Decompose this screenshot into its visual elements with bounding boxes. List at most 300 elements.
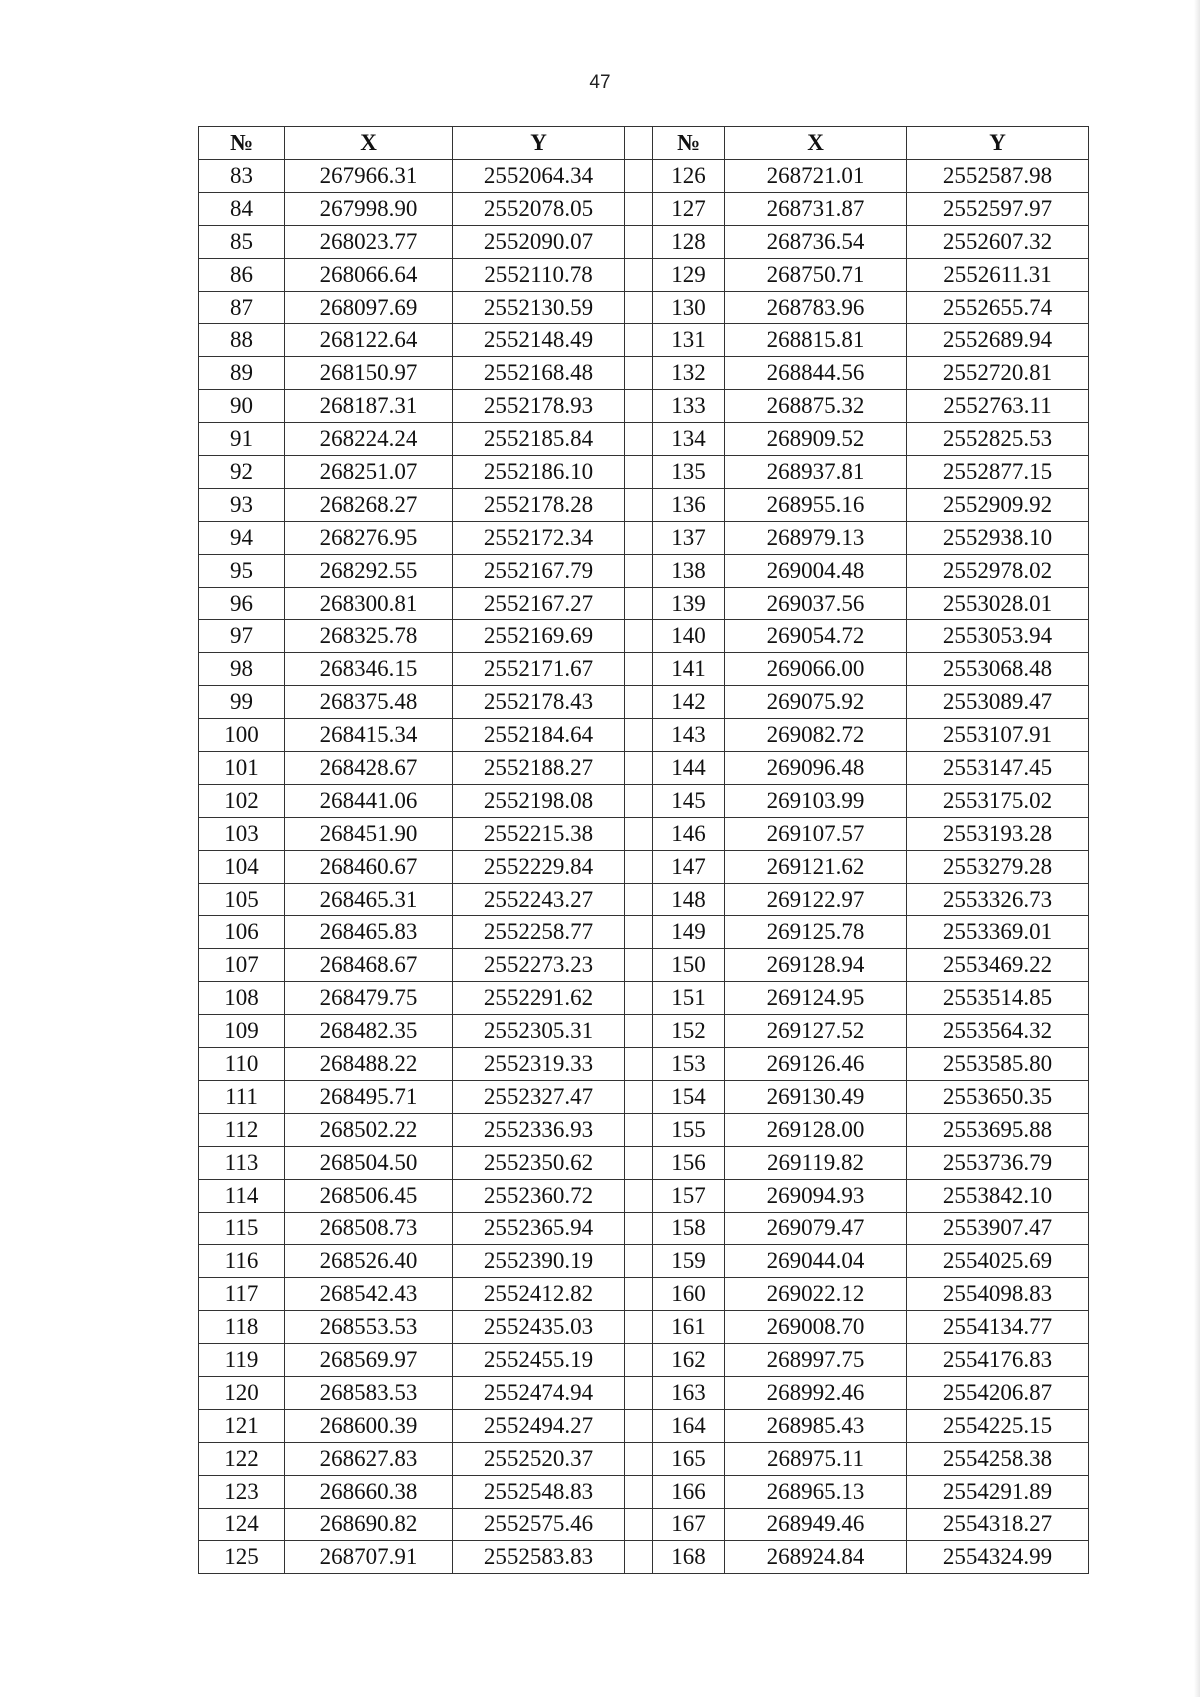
column-gap [625, 1212, 653, 1245]
point-number-left: 88 [199, 324, 285, 357]
x-coordinate-left: 268428.67 [285, 752, 453, 785]
point-number-right: 141 [653, 653, 725, 686]
point-number-left: 120 [199, 1376, 285, 1409]
y-coordinate-left: 2552520.37 [453, 1442, 625, 1475]
point-number-right: 152 [653, 1015, 725, 1048]
column-gap [625, 488, 653, 521]
table-row [199, 390, 1089, 423]
point-number-right: 148 [653, 883, 725, 916]
y-coordinate-right: 2552689.94 [907, 324, 1089, 357]
coordinates-table [198, 126, 1089, 1574]
table-row [199, 456, 1089, 489]
column-gap [625, 817, 653, 850]
table-row [199, 192, 1089, 225]
point-number-right: 126 [653, 160, 725, 193]
point-number-left: 96 [199, 587, 285, 620]
y-coordinate-right: 2554258.38 [907, 1442, 1089, 1475]
y-coordinate-left: 2552350.62 [453, 1146, 625, 1179]
point-number-left: 109 [199, 1015, 285, 1048]
y-coordinate-left: 2552474.94 [453, 1376, 625, 1409]
column-gap [625, 883, 653, 916]
y-coordinate-left: 2552110.78 [453, 258, 625, 291]
x-coordinate-right: 268985.43 [725, 1409, 907, 1442]
column-gap [625, 686, 653, 719]
y-coordinate-left: 2552167.79 [453, 554, 625, 587]
y-coordinate-right: 2553514.85 [907, 982, 1089, 1015]
column-gap [625, 1113, 653, 1146]
column-gap [625, 258, 653, 291]
y-coordinate-left: 2552327.47 [453, 1080, 625, 1113]
x-coordinate-right: 268783.96 [725, 291, 907, 324]
column-gap [625, 456, 653, 489]
table-row [199, 423, 1089, 456]
point-number-left: 105 [199, 883, 285, 916]
y-coordinate-left: 2552494.27 [453, 1409, 625, 1442]
y-coordinate-left: 2552178.93 [453, 390, 625, 423]
column-gap [625, 752, 653, 785]
x-coordinate-left: 268023.77 [285, 225, 453, 258]
point-number-left: 83 [199, 160, 285, 193]
table-row [199, 1442, 1089, 1475]
x-coordinate-left: 267966.31 [285, 160, 453, 193]
x-coordinate-right: 268750.71 [725, 258, 907, 291]
column-gap [625, 620, 653, 653]
y-coordinate-left: 2552575.46 [453, 1508, 625, 1541]
point-number-right: 163 [653, 1376, 725, 1409]
point-number-left: 123 [199, 1475, 285, 1508]
x-coordinate-left: 268122.64 [285, 324, 453, 357]
x-coordinate-left: 268150.97 [285, 357, 453, 390]
column-gap [625, 554, 653, 587]
table-header-row [199, 127, 1089, 160]
column-gap [625, 192, 653, 225]
table-row [199, 488, 1089, 521]
point-number-left: 118 [199, 1311, 285, 1344]
page-number: 47 [589, 72, 611, 93]
point-number-left: 92 [199, 456, 285, 489]
y-coordinate-right: 2553279.28 [907, 850, 1089, 883]
x-coordinate-right: 269103.99 [725, 784, 907, 817]
y-coordinate-left: 2552215.38 [453, 817, 625, 850]
x-coordinate-right: 269128.00 [725, 1113, 907, 1146]
header-y-left: Y [453, 127, 625, 160]
point-number-right: 136 [653, 488, 725, 521]
table-row [199, 1245, 1089, 1278]
table-row [199, 982, 1089, 1015]
y-coordinate-left: 2552172.34 [453, 521, 625, 554]
x-coordinate-right: 269008.70 [725, 1311, 907, 1344]
column-gap [625, 949, 653, 982]
column-gap [625, 1311, 653, 1344]
x-coordinate-left: 268066.64 [285, 258, 453, 291]
point-number-left: 91 [199, 423, 285, 456]
table-row [199, 784, 1089, 817]
column-gap [625, 324, 653, 357]
column-gap [625, 1409, 653, 1442]
point-number-left: 124 [199, 1508, 285, 1541]
point-number-left: 119 [199, 1344, 285, 1377]
point-number-left: 100 [199, 719, 285, 752]
column-gap [625, 1376, 653, 1409]
table-row [199, 258, 1089, 291]
y-coordinate-left: 2552169.69 [453, 620, 625, 653]
header-num-left: № [199, 127, 285, 160]
x-coordinate-left: 268276.95 [285, 521, 453, 554]
y-coordinate-left: 2552548.83 [453, 1475, 625, 1508]
point-number-right: 147 [653, 850, 725, 883]
point-number-right: 134 [653, 423, 725, 456]
y-coordinate-left: 2552455.19 [453, 1344, 625, 1377]
table-body [199, 160, 1089, 1574]
x-coordinate-right: 268815.81 [725, 324, 907, 357]
x-coordinate-right: 269121.62 [725, 850, 907, 883]
x-coordinate-right: 268955.16 [725, 488, 907, 521]
y-coordinate-left: 2552171.67 [453, 653, 625, 686]
table-row [199, 1278, 1089, 1311]
x-coordinate-left: 268451.90 [285, 817, 453, 850]
point-number-right: 149 [653, 916, 725, 949]
point-number-left: 125 [199, 1541, 285, 1574]
point-number-left: 99 [199, 686, 285, 719]
x-coordinate-right: 268949.46 [725, 1508, 907, 1541]
point-number-left: 95 [199, 554, 285, 587]
x-coordinate-right: 268875.32 [725, 390, 907, 423]
x-coordinate-left: 268346.15 [285, 653, 453, 686]
x-coordinate-right: 269122.97 [725, 883, 907, 916]
table-row [199, 949, 1089, 982]
y-coordinate-right: 2554318.27 [907, 1508, 1089, 1541]
x-coordinate-right: 269096.48 [725, 752, 907, 785]
point-number-right: 132 [653, 357, 725, 390]
table-row [199, 1541, 1089, 1574]
table-row [199, 1409, 1089, 1442]
point-number-left: 107 [199, 949, 285, 982]
y-coordinate-left: 2552390.19 [453, 1245, 625, 1278]
point-number-left: 110 [199, 1048, 285, 1081]
column-gap [625, 357, 653, 390]
point-number-left: 114 [199, 1179, 285, 1212]
x-coordinate-right: 269022.12 [725, 1278, 907, 1311]
table-row [199, 1344, 1089, 1377]
column-gap [625, 521, 653, 554]
point-number-left: 94 [199, 521, 285, 554]
point-number-right: 144 [653, 752, 725, 785]
point-number-left: 108 [199, 982, 285, 1015]
y-coordinate-right: 2553736.79 [907, 1146, 1089, 1179]
point-number-right: 127 [653, 192, 725, 225]
table-row [199, 817, 1089, 850]
y-coordinate-right: 2552655.74 [907, 291, 1089, 324]
column-gap [625, 982, 653, 1015]
column-gap [625, 1048, 653, 1081]
y-coordinate-right: 2553068.48 [907, 653, 1089, 686]
point-number-right: 143 [653, 719, 725, 752]
y-coordinate-right: 2552978.02 [907, 554, 1089, 587]
x-coordinate-right: 269037.56 [725, 587, 907, 620]
y-coordinate-left: 2552305.31 [453, 1015, 625, 1048]
y-coordinate-left: 2552184.64 [453, 719, 625, 752]
point-number-right: 156 [653, 1146, 725, 1179]
point-number-left: 112 [199, 1113, 285, 1146]
y-coordinate-right: 2552720.81 [907, 357, 1089, 390]
column-gap [625, 1344, 653, 1377]
column-gap [625, 1080, 653, 1113]
table-row [199, 160, 1089, 193]
point-number-right: 158 [653, 1212, 725, 1245]
x-coordinate-right: 269082.72 [725, 719, 907, 752]
point-number-right: 167 [653, 1508, 725, 1541]
x-coordinate-right: 268997.75 [725, 1344, 907, 1377]
y-coordinate-right: 2554025.69 [907, 1245, 1089, 1278]
point-number-left: 101 [199, 752, 285, 785]
x-coordinate-right: 268924.84 [725, 1541, 907, 1574]
y-coordinate-left: 2552090.07 [453, 225, 625, 258]
point-number-right: 142 [653, 686, 725, 719]
x-coordinate-left: 268660.38 [285, 1475, 453, 1508]
x-coordinate-left: 268468.67 [285, 949, 453, 982]
point-number-right: 137 [653, 521, 725, 554]
x-coordinate-left: 268224.24 [285, 423, 453, 456]
y-coordinate-right: 2552763.11 [907, 390, 1089, 423]
table-row [199, 225, 1089, 258]
y-coordinate-right: 2553053.94 [907, 620, 1089, 653]
x-coordinate-left: 268542.43 [285, 1278, 453, 1311]
column-gap [625, 1541, 653, 1574]
y-coordinate-right: 2553193.28 [907, 817, 1089, 850]
column-gap [625, 916, 653, 949]
y-coordinate-left: 2552258.77 [453, 916, 625, 949]
column-gap [625, 225, 653, 258]
x-coordinate-right: 268992.46 [725, 1376, 907, 1409]
x-coordinate-right: 269094.93 [725, 1179, 907, 1212]
x-coordinate-right: 268937.81 [725, 456, 907, 489]
x-coordinate-right: 268979.13 [725, 521, 907, 554]
x-coordinate-right: 268731.87 [725, 192, 907, 225]
x-coordinate-right: 268965.13 [725, 1475, 907, 1508]
column-gap [625, 1179, 653, 1212]
column-gap [625, 1245, 653, 1278]
point-number-left: 104 [199, 850, 285, 883]
header-x-right: X [725, 127, 907, 160]
x-coordinate-left: 268502.22 [285, 1113, 453, 1146]
table-row [199, 324, 1089, 357]
x-coordinate-left: 268504.50 [285, 1146, 453, 1179]
y-coordinate-left: 2552168.48 [453, 357, 625, 390]
x-coordinate-left: 268251.07 [285, 456, 453, 489]
y-coordinate-right: 2554291.89 [907, 1475, 1089, 1508]
point-number-right: 146 [653, 817, 725, 850]
y-coordinate-right: 2553650.35 [907, 1080, 1089, 1113]
table-row [199, 883, 1089, 916]
column-gap [625, 390, 653, 423]
column-gap [625, 1442, 653, 1475]
point-number-right: 153 [653, 1048, 725, 1081]
y-coordinate-left: 2552435.03 [453, 1311, 625, 1344]
y-coordinate-right: 2553369.01 [907, 916, 1089, 949]
point-number-left: 87 [199, 291, 285, 324]
x-coordinate-left: 268375.48 [285, 686, 453, 719]
x-coordinate-right: 269124.95 [725, 982, 907, 1015]
table-row [199, 1048, 1089, 1081]
y-coordinate-left: 2552064.34 [453, 160, 625, 193]
y-coordinate-right: 2552909.92 [907, 488, 1089, 521]
y-coordinate-right: 2552597.97 [907, 192, 1089, 225]
point-number-left: 102 [199, 784, 285, 817]
y-coordinate-right: 2553469.22 [907, 949, 1089, 982]
x-coordinate-right: 268909.52 [725, 423, 907, 456]
x-coordinate-right: 269075.92 [725, 686, 907, 719]
column-gap [625, 850, 653, 883]
column-gap [625, 1475, 653, 1508]
x-coordinate-left: 268460.67 [285, 850, 453, 883]
x-coordinate-right: 268721.01 [725, 160, 907, 193]
x-coordinate-right: 269066.00 [725, 653, 907, 686]
header-num-right: № [653, 127, 725, 160]
point-number-left: 111 [199, 1080, 285, 1113]
table-row [199, 1311, 1089, 1344]
x-coordinate-left: 268415.34 [285, 719, 453, 752]
point-number-right: 145 [653, 784, 725, 817]
point-number-left: 115 [199, 1212, 285, 1245]
table-row [199, 1146, 1089, 1179]
column-gap [625, 291, 653, 324]
y-coordinate-right: 2552611.31 [907, 258, 1089, 291]
table-row [199, 554, 1089, 587]
x-coordinate-left: 268482.35 [285, 1015, 453, 1048]
y-coordinate-left: 2552188.27 [453, 752, 625, 785]
x-coordinate-right: 268844.56 [725, 357, 907, 390]
point-number-left: 89 [199, 357, 285, 390]
y-coordinate-right: 2554225.15 [907, 1409, 1089, 1442]
x-coordinate-left: 268479.75 [285, 982, 453, 1015]
column-gap [625, 127, 653, 160]
point-number-right: 130 [653, 291, 725, 324]
table-row [199, 1376, 1089, 1409]
x-coordinate-right: 269126.46 [725, 1048, 907, 1081]
y-coordinate-left: 2552148.49 [453, 324, 625, 357]
point-number-right: 165 [653, 1442, 725, 1475]
table-row [199, 1113, 1089, 1146]
column-gap [625, 1015, 653, 1048]
x-coordinate-left: 268526.40 [285, 1245, 453, 1278]
y-coordinate-left: 2552583.83 [453, 1541, 625, 1574]
table-row [199, 521, 1089, 554]
y-coordinate-left: 2552178.28 [453, 488, 625, 521]
point-number-right: 162 [653, 1344, 725, 1377]
y-coordinate-left: 2552273.23 [453, 949, 625, 982]
y-coordinate-right: 2553907.47 [907, 1212, 1089, 1245]
y-coordinate-left: 2552319.33 [453, 1048, 625, 1081]
y-coordinate-right: 2553089.47 [907, 686, 1089, 719]
y-coordinate-right: 2554206.87 [907, 1376, 1089, 1409]
table-row [199, 1508, 1089, 1541]
x-coordinate-right: 269054.72 [725, 620, 907, 653]
y-coordinate-left: 2552412.82 [453, 1278, 625, 1311]
y-coordinate-right: 2554098.83 [907, 1278, 1089, 1311]
y-coordinate-right: 2553175.02 [907, 784, 1089, 817]
y-coordinate-right: 2553842.10 [907, 1179, 1089, 1212]
header-x-left: X [285, 127, 453, 160]
x-coordinate-left: 268325.78 [285, 620, 453, 653]
x-coordinate-left: 268187.31 [285, 390, 453, 423]
x-coordinate-left: 268553.53 [285, 1311, 453, 1344]
header-y-right: Y [907, 127, 1089, 160]
y-coordinate-left: 2552078.05 [453, 192, 625, 225]
y-coordinate-right: 2553326.73 [907, 883, 1089, 916]
table-row [199, 653, 1089, 686]
table-row [199, 357, 1089, 390]
point-number-left: 117 [199, 1278, 285, 1311]
x-coordinate-left: 268506.45 [285, 1179, 453, 1212]
y-coordinate-right: 2552587.98 [907, 160, 1089, 193]
table-row [199, 620, 1089, 653]
point-number-right: 161 [653, 1311, 725, 1344]
point-number-left: 97 [199, 620, 285, 653]
point-number-right: 168 [653, 1541, 725, 1574]
y-coordinate-right: 2552877.15 [907, 456, 1089, 489]
x-coordinate-left: 268600.39 [285, 1409, 453, 1442]
y-coordinate-left: 2552336.93 [453, 1113, 625, 1146]
column-gap [625, 653, 653, 686]
point-number-left: 103 [199, 817, 285, 850]
x-coordinate-right: 268736.54 [725, 225, 907, 258]
point-number-left: 85 [199, 225, 285, 258]
y-coordinate-right: 2552938.10 [907, 521, 1089, 554]
y-coordinate-left: 2552185.84 [453, 423, 625, 456]
table-row [199, 916, 1089, 949]
point-number-left: 121 [199, 1409, 285, 1442]
table-row [199, 1212, 1089, 1245]
x-coordinate-right: 269119.82 [725, 1146, 907, 1179]
table-row [199, 850, 1089, 883]
y-coordinate-left: 2552229.84 [453, 850, 625, 883]
point-number-right: 131 [653, 324, 725, 357]
table-row [199, 291, 1089, 324]
point-number-right: 138 [653, 554, 725, 587]
x-coordinate-right: 269004.48 [725, 554, 907, 587]
x-coordinate-left: 268508.73 [285, 1212, 453, 1245]
y-coordinate-right: 2552825.53 [907, 423, 1089, 456]
column-gap [625, 423, 653, 456]
point-number-right: 151 [653, 982, 725, 1015]
point-number-right: 140 [653, 620, 725, 653]
y-coordinate-right: 2553028.01 [907, 587, 1089, 620]
y-coordinate-left: 2552243.27 [453, 883, 625, 916]
x-coordinate-right: 268975.11 [725, 1442, 907, 1475]
column-gap [625, 1508, 653, 1541]
point-number-left: 122 [199, 1442, 285, 1475]
y-coordinate-right: 2553585.80 [907, 1048, 1089, 1081]
point-number-left: 98 [199, 653, 285, 686]
point-number-right: 155 [653, 1113, 725, 1146]
point-number-right: 139 [653, 587, 725, 620]
x-coordinate-left: 268441.06 [285, 784, 453, 817]
x-coordinate-left: 268097.69 [285, 291, 453, 324]
x-coordinate-left: 268707.91 [285, 1541, 453, 1574]
y-coordinate-left: 2552130.59 [453, 291, 625, 324]
x-coordinate-right: 269127.52 [725, 1015, 907, 1048]
y-coordinate-left: 2552291.62 [453, 982, 625, 1015]
x-coordinate-right: 269079.47 [725, 1212, 907, 1245]
table-row [199, 587, 1089, 620]
point-number-left: 90 [199, 390, 285, 423]
column-gap [625, 587, 653, 620]
y-coordinate-right: 2553107.91 [907, 719, 1089, 752]
y-coordinate-left: 2552360.72 [453, 1179, 625, 1212]
y-coordinate-right: 2552607.32 [907, 225, 1089, 258]
x-coordinate-left: 268627.83 [285, 1442, 453, 1475]
x-coordinate-left: 268488.22 [285, 1048, 453, 1081]
